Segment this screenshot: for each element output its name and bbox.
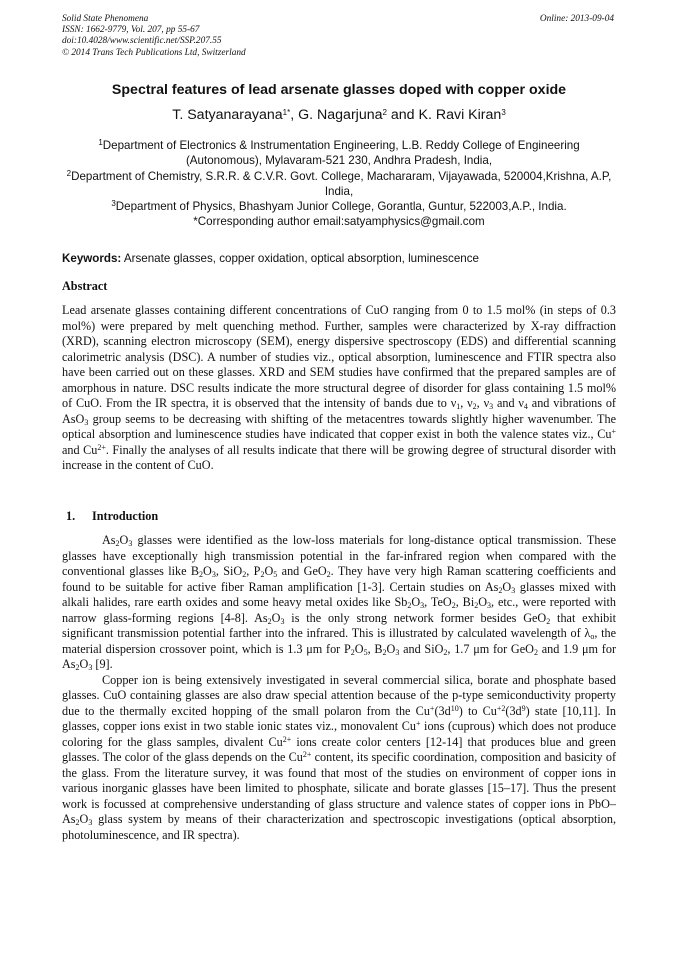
section-number: 1. bbox=[66, 509, 76, 523]
paragraph: $As_2O_3$ glasses were identified as the low-loss materials for long-distance optical transmission. These glasses have exceptionally high transmission potential in the far-infrared region when compared with the conventional glasses like $B_2O_3$, SiO$_2$, $P_2O_5$ and GeO$_2$. They have very high Raman scattering coefficients and found to be suitable for active fiber Raman amplification [1-3]. Certain studies on $As_2O_3$ glasses mixed with alkali halides, rare earth oxides and some heavy metal oxides like $Sb_2O_3$, TeO$_2$, $Bi_2O_3$, etc., were reported with narrow glass-forming regions [4-8]. $As_2O_3$ is the only strong network former besides GeO$_2$ that exhibit significant transmission potential farther into the infrared. This is illustrated by calculated wavelength of $\lambda_o$, the material dispersion crossover point, which is 1.3 μm for $P_2O_5$, $B_2O_3$ and SiO$_2$, 1.7 μm for GeO$_2$ and 1.9 μm for $As_2O_3$ [9]. bbox=[62, 533, 617, 672]
journal-header bbox=[62, 14, 246, 59]
affiliation-list bbox=[62, 138, 616, 230]
journal-name: Solid State Phenomena bbox=[62, 14, 149, 24]
abstract-heading: Abstract bbox=[62, 279, 108, 293]
paragraph: Copper ion is being extensively investigated in several commercial silica, borate and phosphate based glasses. CuO containing glasses are also draw special attention because of the p-type semiconductivity property due to the thermally excited hopping of the small polaron from the $Cu^+(3d^{10})$ to $Cu^{+2}(3d^9)$ state [10,11]. In glasses, copper ions exist in two stable ionic states viz., monovalent Cu+ ions (cuprous) which does not produce coloring for the glass samples, divalent $Cu^{2+}$ ions create color centers [12-14] that produces blue and green glasses. The color of the glass depends on the $Cu^{2+}$ content, its specific coordination, composition and basicity of the glass. From the literature survey, it was found that most of the studies on environment of copper ions in various inorganic glasses have been limited to phosphate, silicate and borate glasses [15–17]. Thus the present work is focussed at comprehensive understanding of glass structure and valence states of copper ions in PbO–$As_2O_3$ glass system by means of their characterization and spectroscopic investigations (optical absorption, photoluminescence, and IR spectra). bbox=[62, 672, 617, 842]
keywords-label: Keywords: bbox=[62, 252, 122, 265]
paper-title: Spectral features of lead arsenate glasses doped with copper oxide bbox=[111, 82, 567, 98]
keywords-text: Arsenate glasses, copper oxidation, optical absorption, luminescence bbox=[121, 252, 479, 265]
journal-copyright: © 2014 Trans Tech Publications Ltd, Switzerland bbox=[62, 47, 246, 58]
author-name: T. Satyanarayana bbox=[172, 107, 283, 123]
section-heading-introduction bbox=[62, 509, 158, 524]
abstract-body: Lead arsenate glasses containing different concentrations of CuO ranging from 0 to 1.5 mol% (in steps of 0.3 mol%) were prepared by melt quenching method. Further, samples were characterized by X-ray diffraction (XRD), scanning electron microscopy (SEM), energy dispersive spectroscopy (EDS) and differential scanning calorimetric analysis (DSC). A number of studies viz., optical absorption, luminescence and FTIR spectra also have been carried out on these glasses. XRD and SEM studies have confirmed that the prepared samples are of amorphous in nature. DSC results indicate the more structural degree of disorder for glass containing 1.5 mol% of CuO. From the IR spectra, it is observed that the intensity of bands due to $\nu_1$, $\nu_2$, $\nu_3$ and $\nu_4$ and vibrations of AsO$_3$ group seems to be decreasing with shifting of the metacentres towards slightly higher wavenumber. The optical absorption and luminescence studies have indicated that copper exist in both the valence states viz., Cu+ and $Cu^{2+}$. Finally the analyses of all results indicate that there will be growing degree of structural disorder with increase in the content of CuO. bbox=[62, 303, 616, 472]
affiliation: $^3$Department of Physics, Bhashyam Junior College, Gorantla, Guntur, 522003,A.P., India. bbox=[111, 199, 567, 214]
author-name: and K. Ravi Kiran bbox=[386, 107, 502, 123]
keywords bbox=[62, 252, 616, 265]
online-date: Online: 2013-09-04 bbox=[539, 14, 614, 24]
affiliation: $^1$Department of Electronics & Instrumentation Engineering, L.B. Reddy College of Engineering (Autonomous), Mylavaram-521 230, Andhra Pradesh, India, bbox=[98, 138, 580, 168]
introduction-body bbox=[62, 533, 616, 843]
corresponding-author: *Corresponding author email:satyamphysics@gmail.com bbox=[193, 215, 485, 229]
journal-issn: ISSN: 1662-9779, Vol. 207, pp 55-67 bbox=[62, 25, 200, 36]
section-title: Introduction bbox=[92, 509, 159, 523]
author-list bbox=[40, 107, 638, 123]
author-marker: 3 bbox=[501, 108, 506, 117]
journal-doi: doi:10.4028/www.scientific.net/SSP.207.55 bbox=[62, 36, 222, 47]
author-name: , G. Nagarjuna bbox=[290, 107, 383, 123]
author-marker: 2 bbox=[382, 108, 387, 117]
affiliation: $^2$Department of Chemistry, S.R.R. & C.V.R. Govt. College, Machararam, Vijayawada, 520004,Krishna, A.P, India, bbox=[66, 168, 612, 198]
author-marker: 1* bbox=[282, 108, 291, 117]
